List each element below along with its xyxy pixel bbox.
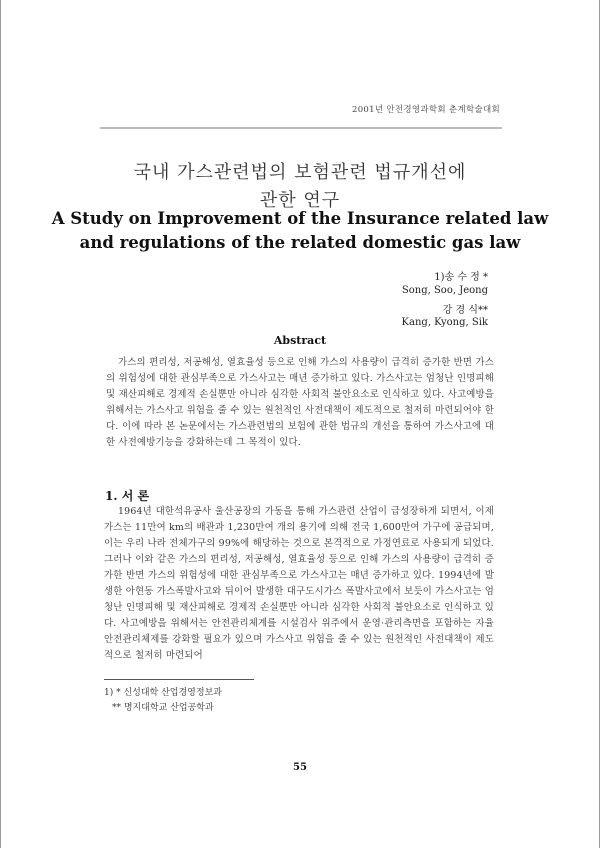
author-1-korean: 1)송 수 정 *: [434, 272, 488, 283]
section-heading: 1. 서 론: [105, 489, 150, 503]
abstract-heading: Abstract: [273, 334, 327, 347]
footnote-2: ** 명지대학교 산업공학과: [112, 703, 214, 713]
english-title-line-2: and regulations of the related domestic gas law: [79, 233, 521, 252]
english-title-line-1: A Study on Improvement of the Insurance related law: [51, 209, 549, 228]
author-1-english: Song, Soo, Jeong: [401, 285, 488, 296]
footnote-rule: [104, 679, 254, 680]
abstract-text: 가스의 편리성, 저공해성, 열효율성 등으로 인해 가스의 사용량이 급격히 증가한 반면 가스의 위험성에 대한 관심부족으로 가스사고는 매년 증가하고 있다. 가스사고는 엄청난 인명피해 및 재산피해로 경제적 손실뿐만 아니라 심각한 사회적 불안요소로 인식하고 있다. 사고예방을 위해서는 가스사고 위험을 줄 수 있는 원천적인 사전대책이 제도적으로 철저히 마련되어야 한다. 이에 따라 본 논문에서는 가스관련법의 보험에 관한 법규의 개선을 통하여 가스사고에 대한 사전예방기능을 강화하는데 그 목적이 있다.: [106, 357, 494, 448]
section-body-text: 1964년 대한석유공사 울산공장의 가동을 통해 가스관련 산업이 급성장하게 되면서, 이제 가스는 11만여 km의 배관과 1,230만여 개의 용기에 의해 전국 1,600만여 가구에 공급되며, 이는 우리 나라 전체가구의 99%에 해당하는 것으로 본격적으로 가정연료로 사용되게 되었다. 그러나 이와 같은 가스의 편리성, 저공해성, 열효율성 등으로 인해 가스의 사용량이 급격히 증가한 반면 가스의 위험성에 대한 관심부족으로 가스사고는 매년 증가하고 있다. 1994년에 발생한 아현동 가스폭발사고와 뒤이어 발생한 대구도시가스 폭발사고에서 보듯이 가스사고는 엄청난 인명피해 및 재산피해로 경제적 손실뿐만 아니라 심각한 사회적 불안요소로 인식하고 있다. 사고예방을 위해서는 안전관리체계를 시설검사 위주에서 운영·관리측면을 포함하는 자율안전관리체제를 강화할 필요가 있으며 가스사고 위험을 줄 수 있는 원천적인 사전대책이 제도적으로 철저히 마련되어: [104, 506, 494, 661]
page-number: 55: [293, 762, 307, 773]
author-2-english: Kang, Kyong, Sik: [401, 317, 488, 328]
footnote-1: 1) * 신성대학 산업경영정보과: [104, 688, 222, 698]
korean-title-line-2: 관한 연구: [259, 190, 341, 211]
running-header: 2001년 안전경영과학회 춘계학술대회: [352, 105, 500, 115]
author-2-korean: 강 경 식**: [442, 305, 488, 316]
korean-title-line-1: 국내 가스관련법의 보험관련 법규개선에: [133, 162, 467, 183]
page-left-edge: [0, 0, 1, 848]
header-rule: [100, 127, 502, 129]
